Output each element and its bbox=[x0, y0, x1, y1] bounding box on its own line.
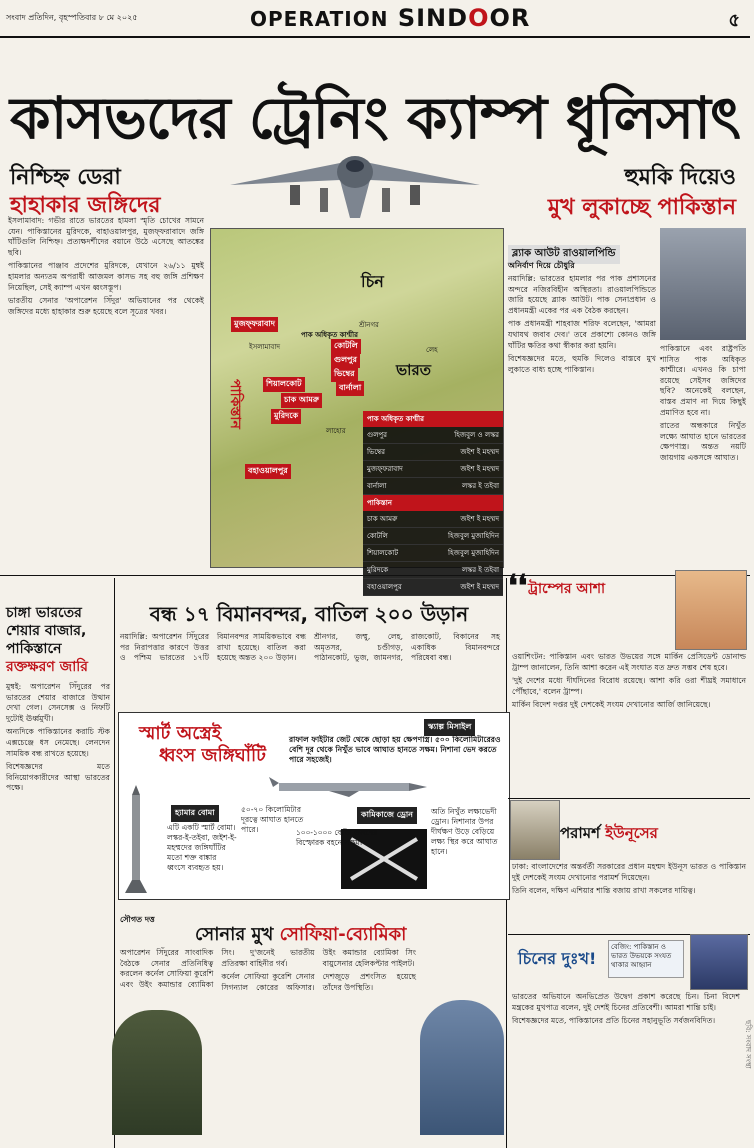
paragraph: পাকিস্তানে এবং রাষ্ট্রপতি শাসিত পাক অধিকৃত কাশ্মীরে। এখনও কি চাপা রয়েছে সেইসব জঙ্গিদের ছবি? অনেকেই বলছেন, বাস্তব প্রমাণ না দিয়ে কিছুই প্রমাণিত হবে না। bbox=[660, 344, 746, 417]
paragraph: বিশেষজ্ঞদের মতে বিনিয়োগকারীদের আস্থা ভারতের পক্ষে। bbox=[6, 762, 110, 793]
legend-row bbox=[363, 579, 503, 596]
legend-place: বার্নালা bbox=[367, 482, 387, 490]
sofia-vyomika-headline bbox=[195, 920, 406, 951]
legend-place: ভিম্বের bbox=[367, 448, 386, 456]
byline: সৌগত দত্ত bbox=[120, 914, 155, 924]
headline-part: পরামর্শ bbox=[560, 824, 600, 842]
map-label-china: চিন bbox=[361, 272, 384, 291]
byline: অনির্বাণ দিয়ে চৌধুরি bbox=[508, 260, 575, 270]
market-headline-line: চাঙ্গা ভারতের bbox=[6, 605, 82, 621]
legend-group: হিজবুল ও লস্কর bbox=[454, 431, 499, 439]
scalp-missile-icon bbox=[269, 775, 429, 797]
trump-headline: ট্রাম্পের আশা bbox=[528, 581, 606, 597]
paragraph: শ্রীনগর, জম্মু, লেহ, অমৃতসর, চণ্ডীগড়, পাঠানকোট, ভুজ, জামনগর, রাজকোট, বিকানের সহ একাধিক বিমানবন্দরে পরিষেবা বন্ধ। bbox=[314, 632, 500, 663]
airports-article bbox=[120, 632, 500, 708]
missile-infobox bbox=[118, 712, 510, 900]
legend-row bbox=[363, 461, 503, 478]
legend-place: মুজফ্‌ফরাবাদ bbox=[367, 465, 403, 473]
legend-place: গুলপুর bbox=[367, 431, 388, 439]
logo-word-operation: OPERATION bbox=[250, 7, 389, 31]
paragraph: ভারতের অভিযানে অনভিপ্রেত উদ্বেগ প্রকাশ করেছে চিন। চিনা বিদেশ মন্ত্রকের মুখপাত্র বলেন, দুই দেশই চিনের প্রতিবেশী। আমরা শান্তি চাই। bbox=[512, 992, 740, 1012]
missile-title-a: স্মার্ট অস্ত্রেই bbox=[139, 723, 222, 744]
missile-title-b: ধ্বংস জঙ্গিঘাঁটি bbox=[159, 745, 266, 766]
legend-group: জইশ ই মহম্মদ bbox=[460, 465, 499, 473]
photo-credit: ছবি: সংবাদ সংস্থা bbox=[744, 1020, 752, 1069]
divider bbox=[0, 575, 750, 576]
headline-part: সোফিয়া-ব্যোমিকা bbox=[279, 924, 407, 945]
place-srinagar: শ্রীনগর bbox=[359, 321, 379, 329]
paragraph: নয়াদিল্লি: ভারতের হামলার পর পাক প্রশাসনের অন্দরে নজিরবিহীন অস্থিরতা। রাওয়ালপিন্ডিতে জারি হয়েছে ব্ল্যাক আউট। পাক সেনাপ্রধান ও প্রধানমন্ত্রী একের পর এক বৈঠক করছেন। bbox=[508, 274, 656, 315]
vyomika-singh-photo bbox=[420, 1000, 504, 1135]
legend-row bbox=[363, 444, 503, 461]
fighter-jet-image bbox=[230, 130, 480, 220]
legend-group: লস্কর ই তইবা bbox=[461, 482, 499, 490]
market-headline-line: রক্তক্ষরণ জারি bbox=[6, 659, 88, 675]
xi-jinping-photo bbox=[690, 934, 748, 990]
blackout-tag: ব্ল্যাক আউট রাওয়ালপিন্ডি bbox=[508, 245, 620, 264]
legend-place: কোটলি bbox=[367, 532, 388, 540]
kamikaze-tag: কামিকাজে ড্রোন bbox=[357, 807, 417, 824]
paragraph: বিশেষজ্ঞদের মতে, হুমকি দিলেও বাস্তবে মুখ লুকাতে বাধ্য হচ্ছে পাকিস্তান। bbox=[508, 354, 656, 374]
place-leh: লেহ bbox=[426, 346, 438, 354]
paragraph: মুম্বই: অপারেশন সিঁদুরের পর ভারতের শেয়ার বাজারে উত্থান দেখা গেল। সেনসেক্স ও নিফটি দুটোই ঊর্ধ্বমুখী। bbox=[6, 682, 110, 723]
left-subhead-b: হাহাকার জঙ্গিদের bbox=[10, 193, 161, 218]
trump-article bbox=[512, 652, 746, 794]
paragraph: রাতের অন্ধকারে নিখুঁত লক্ষ্যে আঘাত হানে ভারতের ক্ষেপণাস্ত্র। অন্তত নয়টি জায়গায় একসঙ্গে আঘাত। bbox=[660, 421, 746, 462]
map-label-pakistan: পাকিস্তান bbox=[227, 379, 243, 429]
city-muzaffarabad: মুজফ্‌ফরাবাদ bbox=[231, 317, 278, 332]
paragraph: পাক প্রধানমন্ত্রী শাহবাজ শরিফ বলেছেন, 'আমরা যথাযথ জবাব দেব।' তবে প্রকাশ্যে কোনও জঙ্গি ঘাঁটির ক্ষতির কথা স্বীকার করা হয়নি। bbox=[508, 319, 656, 350]
lead-right-article bbox=[508, 274, 656, 574]
legend-place: চাক আমরু bbox=[367, 515, 398, 523]
scalp-text: রাফাল ফাইটার জেট থেকে ছোড়া হয় ক্ষেপণাস্ত্র। ৫০০ কিলোমিটারেরও বেশি দূর থেকে নিখুঁত ভাবে আঘাত হানতে সক্ষম। নিশানা ভেদ করতে পারে সহজেই। bbox=[289, 735, 501, 764]
city-kotli: কোটলি bbox=[331, 339, 361, 354]
left-subhead-a: নিশ্চিহ্ন ডেরা bbox=[10, 165, 121, 190]
market-headline-line: পাকিস্তানে bbox=[6, 641, 62, 657]
paragraph: নয়াদিল্লি: অপারেশন সিঁদুরের পর নিরাপত্তার কারণে উত্তর ও পশ্চিম ভারতের ১৭টি বিমানবন্দর সাময়িকভাবে বন্ধ রাখা হয়েছে। বাতিল করা হয়েছে অন্তত ২০০ উড়ান। bbox=[120, 632, 306, 663]
target-legend bbox=[363, 411, 503, 596]
hammer-range: ৫০-৭০ কিলোমিটার দূরত্বে আঘাত হানতে পারে। bbox=[241, 805, 304, 834]
paragraph: ভারতীয় সেনার 'অপারেশন সিঁদুর' অভিযানের পর থেকেই জঙ্গিদের মধ্যে হাহাকার শুরু হয়েছে বলে সূত্রের খবর। bbox=[8, 296, 204, 316]
legend-heading-pok: পাক অধিকৃত কাশ্মীর bbox=[363, 411, 503, 427]
legend-group: জইশ ই মহম্মদ bbox=[460, 515, 499, 523]
market-headline-line: শেয়ার বাজার, bbox=[6, 623, 87, 639]
china-quote-box: বেজিং: পাকিস্তান ও ভারত উভয়কে সংযত থাকার আহ্বান bbox=[608, 940, 684, 978]
legend-group: হিজবুল মুজাহিদিন bbox=[448, 532, 499, 540]
right-subhead-b: মুখ লুকাচ্ছে পাকিস্তান bbox=[547, 195, 736, 220]
yunus-photo bbox=[510, 800, 560, 860]
logo-word-or: OR bbox=[489, 4, 531, 32]
right-subhead-a: হুমকি দিয়েও bbox=[624, 165, 736, 190]
logo-word-sind: SIND bbox=[397, 4, 469, 32]
legend-group: লস্কর ই তইবা bbox=[461, 566, 499, 574]
paragraph: দেশজুড়ে প্রশংসিত হয়েছে তাঁদের উপস্থিতি। bbox=[322, 972, 416, 992]
paragraph: তিনি বলেন, দক্ষিণ এশিয়ার শান্তি বজায় রাখা সকলের দায়িত্ব। bbox=[512, 886, 696, 896]
scalp-tag: স্ক্যাল্প মিসাইল bbox=[424, 719, 475, 736]
lead-right-article-cont bbox=[660, 344, 746, 572]
legend-row bbox=[363, 545, 503, 562]
map-label-india: ভারত bbox=[396, 361, 432, 379]
yunus-headline bbox=[560, 822, 658, 847]
legend-place: শিয়ালকোট bbox=[367, 549, 399, 557]
dateline: সংবাদ প্রতিদিন, বৃহস্পতিবার ৮ মে ২০২৫ bbox=[6, 13, 138, 22]
target-map bbox=[210, 228, 504, 591]
headline-part: ইউনূসের bbox=[605, 824, 658, 842]
city-muridke: মুরিদকে bbox=[271, 409, 301, 424]
paragraph: ঢাকা: বাংলাদেশের অন্তর্বর্তী সরকারের প্রধান মহম্মদ ইউনূস ভারত ও পাকিস্তান দুই দেশকেই সংযম দেখানোর পরামর্শ দিয়েছেন। bbox=[512, 862, 746, 882]
headline-part: সোনার মুখ bbox=[195, 924, 274, 945]
hammer-bomb-icon bbox=[125, 785, 147, 895]
legend-place: মুরিদকে bbox=[367, 566, 389, 574]
city-barnala: বার্নালা bbox=[336, 381, 364, 396]
city-bhimber: ভিম্বের bbox=[331, 367, 358, 382]
page-number: ৫ bbox=[728, 10, 740, 31]
paragraph: বিশেষজ্ঞদের মতে, পাকিস্তানের প্রতি চিনের সহানুভূতি সর্বজনবিদিত। bbox=[512, 1016, 716, 1026]
city-sialkot: শিয়ালকোট bbox=[263, 377, 305, 392]
city-bahawalpur: বহাওয়ালপুর bbox=[245, 464, 291, 479]
trump-photo bbox=[675, 570, 747, 650]
market-article bbox=[6, 682, 110, 1142]
paragraph: কর্নেল সোফিয়া কুরেশি সেনার সিগন্যাল কোরের অফিসার। উইং কমান্ডার ব্যোমিকা সিং বায়ুসেনার হেলিকপ্টার পাইলট। bbox=[221, 948, 416, 992]
hammer-tag: হ্যামার বোমা bbox=[171, 805, 219, 822]
place-islamabad: ইসলামাবাদ bbox=[249, 343, 281, 351]
paragraph: ওয়াশিংটন: পাকিস্তান এবং ভারত উভয়ের সঙ্গে মার্কিন প্রেসিডেন্ট ডোনাল্ড ট্রাম্প জানালেন, তিনি আশা করেন এই সংঘাত যত দ্রুত সম্ভব শেষ হবে। bbox=[512, 652, 746, 672]
airports-headline: বন্ধ ১৭ বিমানবন্দর, বাতিল ২০০ উড়ান bbox=[149, 602, 469, 626]
legend-row bbox=[363, 528, 503, 545]
paragraph: অন্যদিকে পাকিস্তানের করাচি স্টক এক্সচেঞ্জে ধস নেমেছে। লেনদেন সাময়িক বন্ধ রাখতে হয়েছে। bbox=[6, 727, 110, 758]
map-label-pok: পাক অধিকৃত কাশ্মীর bbox=[301, 331, 358, 339]
lead-left-article bbox=[8, 216, 204, 572]
legend-row bbox=[363, 478, 503, 495]
kamikaze-text: অতি নিখুঁত লক্ষ্যভেদী ড্রোন। নিশানার উপর দীর্ঘক্ষণ উড়ে বেড়িয়ে লক্ষ্য স্থির করে আঘাত হানে। bbox=[431, 807, 498, 856]
legend-row bbox=[363, 427, 503, 444]
paragraph: মার্কিন বিদেশ দপ্তর দুই দেশকেই সংযম দেখানোর আর্জি জানিয়েছে। bbox=[512, 700, 711, 710]
city-gulpur: গুলপুর bbox=[331, 353, 360, 368]
legend-heading-pak: পাকিস্তান bbox=[363, 495, 503, 511]
china-article bbox=[512, 992, 740, 1142]
paragraph: পাকিস্তানের পাঞ্জাব প্রদেশের মুরিদকে, যেখানে ২৬/১১ মুম্বই হামলার অন্যতম অপরাধী আজমল কাসভ সহ বহু জঙ্গি প্রশিক্ষণ নিয়েছিল, সেই ক্যাম্প এখন ধ্বংসস্তূপ। bbox=[8, 261, 204, 292]
legend-row bbox=[363, 562, 503, 579]
kamikaze-range: ১০০-১০০০ কেজি ওজনের বিস্ফোরক বহনে সক্ষম। bbox=[296, 828, 378, 847]
paragraph: 'দুই দেশের মধ্যে দীর্ঘদিনের বিরোধ রয়েছে। আশা করি ওরা শীঘ্রই সমাধানে পৌঁছাবে,' বলেন ট্রাম্প। bbox=[512, 676, 746, 696]
legend-row bbox=[363, 511, 503, 528]
place-lahore: লাহোর bbox=[326, 427, 346, 435]
paragraph: অপারেশন সিঁদুরের সাংবাদিক বৈঠকে সেনার প্রতিনিধিত্ব করলেন কর্নেল সোফিয়া কুরেশি এবং উইং কমান্ডার ব্যোমিকা সিং। দু'জনেই ভারতীয় প্রতিরক্ষা বাহিনীর গর্ব। bbox=[120, 948, 315, 989]
shehbaz-sharif-photo bbox=[660, 228, 746, 340]
yunus-article bbox=[512, 862, 746, 932]
legend-place: বহাওয়ালপুর bbox=[367, 583, 402, 591]
sofia-qureshi-photo bbox=[112, 1010, 202, 1135]
logo-red-dot: O bbox=[468, 4, 490, 32]
main-headline: কাসভদের ট্রেনিং ক্যাম্প ধূলিসাৎ bbox=[10, 84, 740, 152]
legend-group: জইশ ই মহম্মদ bbox=[460, 448, 499, 456]
market-headline bbox=[6, 604, 114, 676]
divider bbox=[508, 798, 750, 799]
quote-mark-icon: ❛❛ bbox=[508, 569, 528, 604]
paragraph: ইসলামাবাদ: গভীর রাতে ভারতের হামলা স্মৃতি চোখের সামনে যেন। পাকিস্তানের মুরিদকে, বাহাওয়ালপুর, মুজফ্‌ফরাবাদে জঙ্গি ঘাঁটিগুলি নিশ্চিহ্ন। প্রত্যক্ষদর্শীদের বয়ানে উঠে এসেছে আতঙ্কের ছবি। bbox=[8, 216, 204, 257]
legend-group: জইশ ই মহম্মদ bbox=[460, 583, 499, 591]
hammer-text: এটি একটি স্মার্ট বোমা। লস্কর-ই-তইবা, জইশ-ই-মহম্মদের জঙ্গিঘাঁটির মতো শক্ত বাঙ্কার ধ্বংসে ব্যবহৃত হয়। bbox=[167, 823, 237, 872]
city-chak-amru: চাক আমরু bbox=[281, 393, 322, 408]
china-headline: চিনের দুঃখ! bbox=[518, 949, 597, 968]
legend-group: হিজবুল মুজাহিদিন bbox=[448, 549, 499, 557]
operation-sindoor-logo bbox=[250, 4, 530, 32]
